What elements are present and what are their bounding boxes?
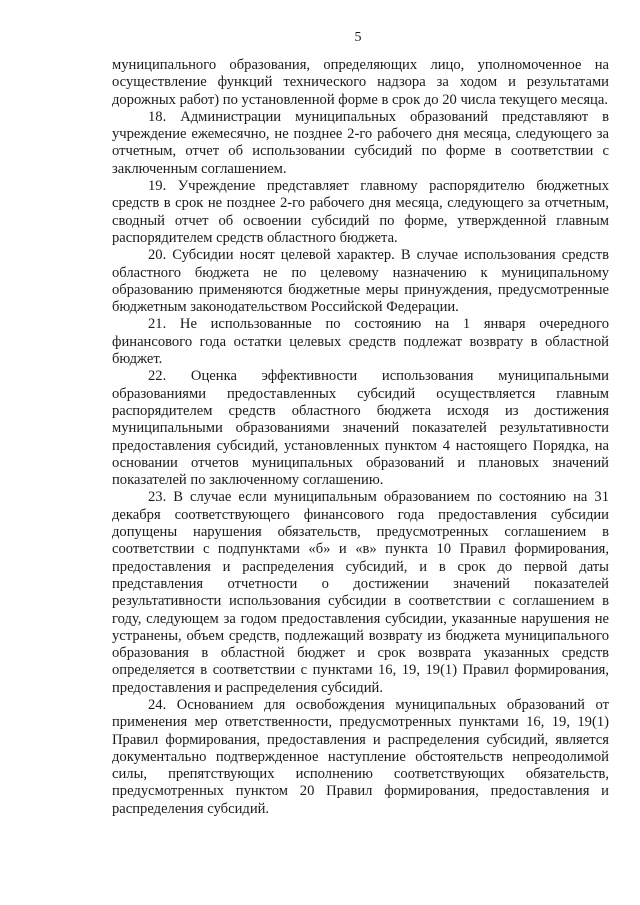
paragraph-23: 23. В случае если муниципальным образованием по состоянию на 31 декабря соответствующего финансового года предоставления субсидии допущены нарушения обязательств, предусмотренных соглашением в соответствии с подпунктами «б» и «в» пункта 10 Правил формирования, предоставления и распределения субсидий, и в срок до первой даты представления отчетности о достижении значений показателей результативности использования субсидии в соответствии с соглашением в году, следующем за годом предоставления субсидии, указанные нарушения не устранены, объем средств, подлежащий возврату из бюджета муниципального образования в областной бюджет и срок возврата указанных средств определяется в соответствии с пунктами 16, 19, 19(1) Правил формирования, предоставления и распределения субсидий. [112, 489, 609, 696]
document-body [112, 57, 609, 818]
paragraph-21: 21. Не использованные по состоянию на 1 января очередного финансового года остатки целевых средств подлежат возврату в областной бюджет. [112, 316, 609, 368]
page-number: 5 [354, 30, 362, 45]
paragraph-18: 18. Администрации муниципальных образований представляют в учреждение ежемесячно, не позднее 2-го рабочего дня месяца, следующего за отчетным, отчет об использовании субсидий по форме в соответствии с заключенным соглашением. [112, 108, 609, 177]
paragraph-24: 24. Основанием для освобождения муниципальных образований от применения мер ответственности, предусмотренных пунктами 16, 19, 19(1) Правил формирования, предоставления и распределения субсидий, является документально подтвержденное наступление обстоятельств непреодолимой силы, препятствующих исполнению соответствующих обязательств, предусмотренных пунктом 20 Правил формирования, предоставления и распределения субсидий. [112, 696, 609, 817]
paragraph-20: 20. Субсидии носят целевой характер. В случае использования средств областного бюджета не по целевому назначению к муниципальному образованию применяются бюджетные меры принуждения, предусмотренные бюджетным законодательством Российской Федерации. [112, 247, 609, 316]
paragraph-continuation: муниципального образования, определяющих лицо, уполномоченное на осуществление функций технического надзора за ходом и результатами дорожных работ) по установленной форме в срок до 20 числа текущего месяца. [112, 57, 609, 108]
paragraph-19: 19. Учреждение представляет главному распорядителю бюджетных средств в срок не позднее 2-го рабочего дня месяца, следующего за отчетным, сводный отчет об освоении субсидий по форме, утвержденной главным распорядителем средств областного бюджета. [112, 178, 609, 246]
paragraph-22: 22. Оценка эффективности использования муниципальными образованиями предоставленных субсидий осуществляется главным распорядителем средств областного бюджета исходя из достижения муниципальными образованиями значений показателей результативности предоставления субсидий, установленных пунктом 4 настоящего Порядка, на основании отчетов муниципальных образований и плановых значений показателей по заключенному соглашению. [112, 368, 609, 489]
